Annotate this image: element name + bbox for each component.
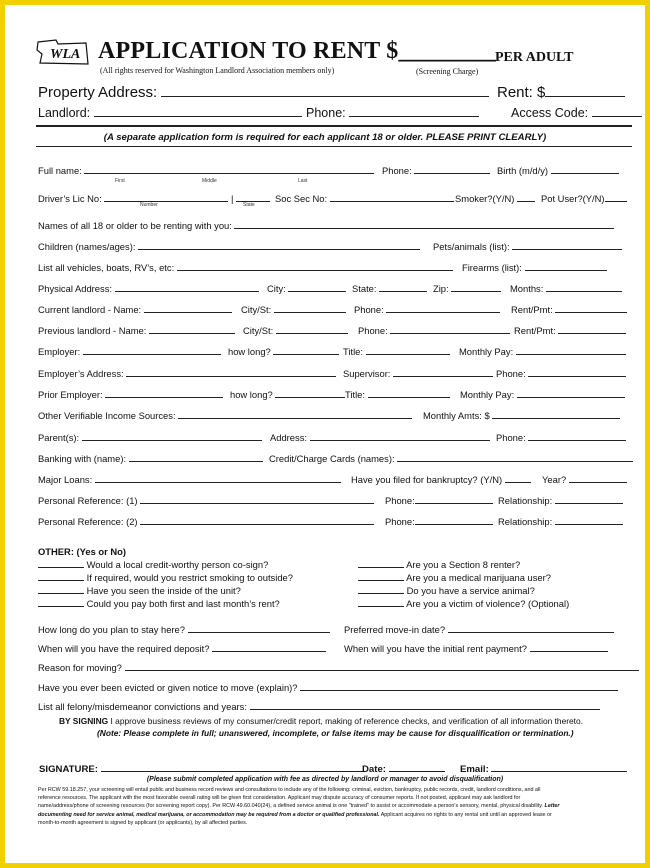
bankruptcy-year-label: Year?: [542, 474, 627, 485]
divider-notice: [36, 146, 632, 147]
monthly-pay-field[interactable]: [516, 347, 626, 355]
employer-field[interactable]: [83, 347, 221, 355]
submit-note: (Please submit completed application with fee as directed by landlord or manager to avoid disqualification): [146, 776, 504, 783]
other-heading: OTHER: (Yes or No): [38, 546, 127, 557]
divider-top: [36, 125, 632, 127]
deposit-question: When will you have the required deposit?: [38, 643, 326, 654]
initial-rent-field[interactable]: [530, 644, 608, 652]
ref-2-phone-field[interactable]: [415, 517, 493, 525]
parents-field[interactable]: [82, 433, 262, 441]
major-loans-label: Major Loans:: [38, 474, 341, 485]
employer-phone-label: Phone:: [496, 368, 626, 379]
first-sublabel: First: [115, 178, 125, 184]
employers-address-label: Employer’s Address:: [38, 368, 336, 379]
drivers-lic-label: Driver’s Lic No: |: [38, 193, 270, 204]
smoking-field[interactable]: [38, 573, 84, 581]
months-field[interactable]: [546, 284, 622, 292]
previous-city-st-label: City/St:: [243, 325, 348, 336]
other-income-field[interactable]: [178, 411, 412, 419]
service-animal-field[interactable]: [358, 586, 404, 594]
deposit-field[interactable]: [212, 644, 326, 652]
vehicles-field[interactable]: [177, 263, 453, 271]
prior-monthly-pay-label: Monthly Pay:: [460, 389, 625, 400]
physical-address-field[interactable]: [115, 284, 259, 292]
parents-label: Parent(s):: [38, 432, 262, 443]
property-address-label: Property Address:: [38, 84, 489, 101]
ref-1-relationship-field[interactable]: [555, 496, 623, 504]
phone-label: Phone:: [382, 165, 490, 176]
marijuana-question: Are you a medical marijuana user?: [358, 572, 551, 583]
monthly-amts-field[interactable]: [492, 411, 620, 419]
previous-phone-label: Phone:: [358, 325, 510, 336]
state-sublabel: State: [243, 202, 255, 208]
signing-statement: BY SIGNING I approve business reviews of my consumer/credit report, making of reference checks, and verification of all information thereto.: [59, 716, 583, 726]
victim-field[interactable]: [358, 599, 404, 607]
date-label: Date:: [362, 764, 445, 775]
first-last-rent-question: Could you pay both first and last month’s rent?: [38, 598, 280, 609]
months-label: Months:: [510, 283, 622, 294]
employers-address-field[interactable]: [126, 369, 336, 377]
signature-label: SIGNATURE:: [39, 764, 363, 775]
current-landlord-field[interactable]: [144, 305, 232, 313]
signing-note: (Note: Please complete in full; unanswered, incomplete, or false items may be cause for disqualification or termination.): [97, 728, 574, 738]
wla-logo: [36, 38, 92, 66]
signature-field[interactable]: [101, 764, 363, 772]
children-field[interactable]: [138, 242, 420, 250]
rent-field[interactable]: [545, 89, 625, 97]
evicted-question: Have you ever been evicted or given notice to move (explain)?: [38, 682, 618, 693]
ref-2-relationship-label: Relationship:: [498, 516, 623, 527]
stay-question: How long do you plan to stay here?: [38, 624, 330, 635]
initial-rent-question: When will you have the initial rent payment?: [344, 643, 608, 654]
other-income-label: Other Verifiable Income Sources:: [38, 410, 412, 421]
property-address-field[interactable]: [161, 89, 489, 97]
firearms-label: Firearms (list):: [462, 262, 607, 273]
current-rent-pmt-label: Rent/Pmt:: [511, 304, 627, 315]
pot-user-field[interactable]: [605, 194, 627, 202]
major-loans-field[interactable]: [95, 475, 341, 483]
employer-how-long-field[interactable]: [273, 347, 339, 355]
stay-field[interactable]: [188, 625, 330, 633]
phone-label-top: Phone:: [306, 106, 479, 120]
names-18-label: Names of all 18 or older to be renting with you:: [38, 220, 614, 231]
seen-unit-field[interactable]: [38, 586, 84, 594]
rights-note: (All rights reserved for Washington Landlord Association members only): [100, 66, 335, 75]
prior-employer-label: Prior Employer:: [38, 389, 223, 400]
move-in-field[interactable]: [448, 625, 614, 633]
employer-label: Employer:: [38, 346, 221, 357]
ref-2-phone-label: Phone:: [385, 516, 493, 527]
fineprint: Per RCW 59.18.257, your screening will entail public and business record reviews and consultations to include any of the following: criminal, eviction, bankruptcy, public records, credit, landlord conditions, and all reference resources. The applicant with the most favorable overall rating will be given first consideration. Applicant may dispute accuracy of consumer reports. If not posted, applicant may ask landlord for name/address/phone of screening resources (for screening report copy). Per RCW 49.60.040(24), a defined service animal is one "trained" to assist or accommodate a person's sensory, mental, physical disability. Letter documenting need for service animal, medical marijuana, or accommodation may be required from a doctor or qualified professional. Applicant acquires no rights to any rental unit until an approved lease or month-to-month agreement is signed by applicant (or applicants), by all affected parties.: [38, 787, 560, 826]
names-18-field[interactable]: [234, 221, 614, 229]
credit-cards-label: Credit/Charge Cards (names):: [269, 453, 633, 464]
svg-text:WLA: WLA: [50, 47, 81, 62]
previous-city-st-field[interactable]: [276, 326, 348, 334]
current-city-st-label: City/St:: [241, 304, 346, 315]
parents-phone-label: Phone:: [496, 432, 626, 443]
cosign-field[interactable]: [38, 560, 84, 568]
marijuana-field[interactable]: [358, 573, 404, 581]
form-title: APPLICATION TO RENT $________: [98, 38, 497, 64]
landlord-field[interactable]: [94, 109, 302, 117]
smoking-question: If required, would you restrict smoking to outside?: [38, 572, 293, 583]
reason-field[interactable]: [125, 663, 639, 671]
employer-title-field[interactable]: [366, 347, 450, 355]
previous-phone-field[interactable]: [390, 326, 510, 334]
state-field[interactable]: [379, 284, 427, 292]
employer-phone-field[interactable]: [528, 369, 626, 377]
vehicles-label: List all vehicles, boats, RV’s, etc:: [38, 262, 453, 273]
monthly-pay-label: Monthly Pay:: [459, 346, 626, 357]
parents-phone-field[interactable]: [528, 433, 626, 441]
zip-label: Zip:: [433, 283, 501, 294]
bankruptcy-field[interactable]: [505, 475, 531, 483]
zip-field[interactable]: [451, 284, 501, 292]
ref-1-phone-label: Phone:: [385, 495, 493, 506]
bankruptcy-year-field[interactable]: [569, 475, 627, 483]
ref-2-relationship-field[interactable]: [555, 517, 623, 525]
monthly-amts-label: Monthly Amts: $: [423, 410, 620, 421]
previous-landlord-field[interactable]: [149, 326, 235, 334]
notice: (A separate application form is required for each applicant 18 or older. PLEASE PRINT CLEARLY): [103, 132, 547, 143]
previous-rent-pmt-label: Rent/Pmt:: [514, 325, 626, 336]
prior-monthly-pay-field[interactable]: [517, 390, 625, 398]
email-label: Email:: [460, 764, 627, 775]
access-code-label: Access Code:: [511, 106, 642, 120]
drivers-lic-state-field[interactable]: [236, 194, 270, 202]
city-field[interactable]: [288, 284, 346, 292]
parents-address-field[interactable]: [310, 433, 490, 441]
birth-field[interactable]: [551, 166, 619, 174]
number-sublabel: Number: [140, 202, 158, 208]
smoker-label: Smoker?(Y/N): [455, 193, 535, 204]
city-label: City:: [267, 283, 346, 294]
soc-sec-label: Soc Sec No:: [275, 193, 454, 204]
prior-title-field[interactable]: [368, 390, 450, 398]
pot-user-label: Pot User?(Y/N): [541, 193, 627, 204]
full-name-label: Full name:: [38, 165, 374, 176]
felony-question: List all felony/misdemeanor convictions and years:: [38, 701, 600, 712]
pets-label: Pets/animals (list):: [433, 241, 622, 252]
bankruptcy-label: Have you filed for bankruptcy? (Y/N): [351, 474, 531, 485]
banking-field[interactable]: [129, 454, 263, 462]
personal-ref-2-label: Personal Reference: (2): [38, 516, 374, 527]
personal-ref-2-field[interactable]: [140, 517, 374, 525]
firearms-field[interactable]: [525, 263, 607, 271]
victim-question: Are you a victim of violence? (Optional): [358, 598, 569, 609]
cosign-question: Would a local credit-worthy person co-sign?: [38, 559, 268, 570]
state-label: State:: [352, 283, 427, 294]
rent-label: Rent: $: [497, 84, 625, 101]
section8-field[interactable]: [358, 560, 404, 568]
parents-address-label: Address:: [270, 432, 490, 443]
landlord-label: Landlord:: [38, 106, 302, 120]
current-phone-field[interactable]: [386, 305, 500, 313]
section8-question: Are you a Section 8 renter?: [358, 559, 520, 570]
prior-how-long-field[interactable]: [275, 390, 345, 398]
access-code-field[interactable]: [592, 109, 642, 117]
smoker-field[interactable]: [517, 194, 535, 202]
email-field[interactable]: [491, 764, 627, 772]
current-city-st-field[interactable]: [274, 305, 346, 313]
birth-label: Birth (m/d/y): [497, 165, 619, 176]
full-name-field[interactable]: [84, 166, 374, 174]
date-field[interactable]: [389, 764, 445, 772]
previous-landlord-label: Previous landlord - Name:: [38, 325, 235, 336]
screening-note: (Screening Charge): [416, 67, 479, 76]
evicted-field[interactable]: [300, 683, 618, 691]
soc-sec-field[interactable]: [330, 194, 454, 202]
phone-field[interactable]: [414, 166, 490, 174]
prior-employer-field[interactable]: [105, 390, 223, 398]
felony-field[interactable]: [250, 702, 600, 710]
prior-title-label: Title:: [345, 389, 450, 400]
ref-1-relationship-label: Relationship:: [498, 495, 623, 506]
previous-rent-pmt-field[interactable]: [558, 326, 626, 334]
personal-ref-1-field[interactable]: [140, 496, 374, 504]
children-label: Children (names/ages):: [38, 241, 420, 252]
first-last-rent-field[interactable]: [38, 599, 84, 607]
employer-title-label: Title:: [343, 346, 450, 357]
current-rent-pmt-field[interactable]: [555, 305, 627, 313]
service-animal-question: Do you have a service animal?: [358, 585, 535, 596]
ref-1-phone-field[interactable]: [415, 496, 493, 504]
supervisor-label: Supervisor:: [343, 368, 493, 379]
supervisor-field[interactable]: [393, 369, 493, 377]
landlord-phone-field[interactable]: [349, 109, 479, 117]
last-sublabel: Last: [298, 178, 308, 184]
per-adult-label: PER ADULT: [495, 50, 574, 65]
current-landlord-label: Current landlord - Name:: [38, 304, 232, 315]
banking-label: Banking with (name):: [38, 453, 263, 464]
seen-unit-question: Have you seen the inside of the unit?: [38, 585, 241, 596]
prior-how-long-label: how long?: [230, 389, 345, 400]
credit-cards-field[interactable]: [397, 454, 633, 462]
current-phone-label: Phone:: [354, 304, 500, 315]
middle-sublabel: Middle: [202, 178, 217, 184]
physical-address-label: Physical Address:: [38, 283, 259, 294]
reason-question: Reason for moving?: [38, 662, 639, 673]
move-in-question: Preferred move-in date?: [344, 624, 614, 635]
pets-field[interactable]: [512, 242, 622, 250]
employer-how-long-label: how long?: [228, 346, 339, 357]
personal-ref-1-label: Personal Reference: (1): [38, 495, 374, 506]
drivers-lic-field[interactable]: [104, 194, 228, 202]
